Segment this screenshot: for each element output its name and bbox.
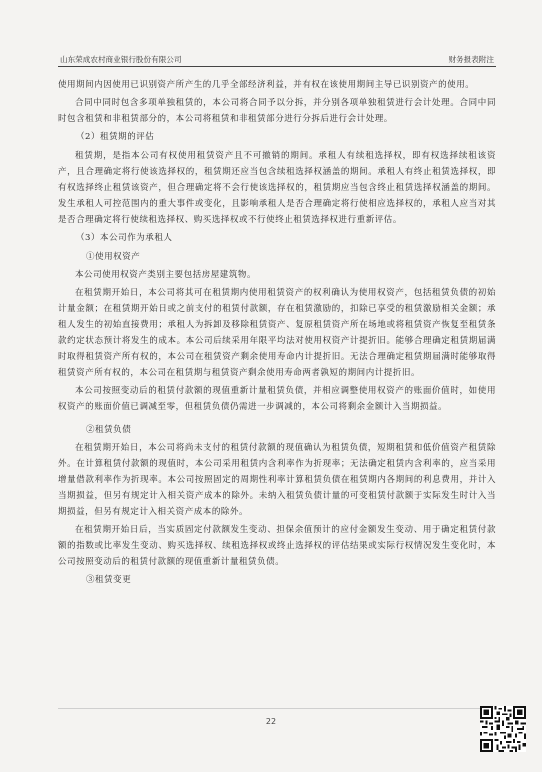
- section-heading: （2）租赁期的评估: [76, 132, 155, 142]
- qr-code-icon: [480, 706, 526, 752]
- subsection-heading: ③租赁变更: [86, 575, 132, 585]
- document-body: [58, 77, 496, 590]
- subsection-heading: ①使用权资产: [86, 252, 141, 262]
- subsection-heading: ②租赁负债: [86, 425, 132, 435]
- company-name: 山东荣成农村商业银行股份有限公司: [60, 55, 182, 64]
- section-heading: （3）本公司作为承租人: [76, 233, 173, 243]
- paragraph: 本公司使用权资产类别主要包括房屋建筑物。: [75, 270, 257, 280]
- paragraph: 在租赁期开始日后，当实质固定付款额发生变动、担保余值预计的应付金额发生变动、用于确定租赁付款额的指数或比率发生变动、购买选择权、续租选择权或终止选择权的评估结果或实际行权情况发生变化时，本公司按照变动后的租赁付款额的现值重新计量租赁负债。: [58, 525, 496, 567]
- paragraph: 本公司按照变动后的租赁付款额的现值重新计量租赁负债，并相应调整使用权资产的账面价值时，如使用权资产的账面价值已调减至零，但租赁负债仍需进一步调减的，本公司将剩余金额计入当期损益。: [58, 386, 496, 412]
- paragraph: 在租赁期开始日，本公司将尚未支付的租赁付款额的现值确认为租赁负债，短期租赁和低价值资产租赁除外。在计算租赁付款额的现值时，本公司采用租赁内含利率作为折现率；无法确定租赁内含利率的，应当采用增量借款利率作为折现率。本公司按照固定的周期性利率计算租赁负债在租赁期内各期间的利息费用，并计入当期损益，但另有规定计入相关资产成本的除外。未纳入租赁负债计量的可变租赁付款额于实际发生时计入当期损益，但另有规定计入相关资产成本的除外。: [58, 443, 496, 517]
- paragraph: 使用期间内因使用已识别资产所产生的几乎全部经济利益，并有权在该使用期间主导已识别资产的使用。: [58, 80, 475, 90]
- paragraph: 合同中同时包含多项单独租赁的，本公司将合同予以分拆，并分别各项单独租赁进行会计处理。合同中同时包含租赁和非租赁部分的，本公司将租赁和非租赁部分进行分拆后进行会计处理。: [58, 98, 496, 124]
- page-number: 22: [265, 717, 277, 726]
- paragraph: 租赁期，是指本公司有权使用租赁资产且不可撤销的期间。承租人有续租选择权，即有权选择续租该资产，且合理确定将行使该选择权的，租赁期还应当包含续租选择权涵盖的期间。承租人有终止租赁选择权，即有权选择终止租赁该资产，但合理确定将不会行使该选择权的，租赁期应当包含终止租赁选择权涵盖的期间。发生承租人可控范围内的重大事件或变化，且影响承租人是否合理确定将行使相应选择权的，承租人应当对其是否合理确定将行使续租选择权、购买选择权或不行使终止租赁选择权进行重新评估。: [58, 151, 496, 225]
- page-header: [58, 50, 496, 67]
- paragraph: 在租赁期开始日，本公司将其可在租赁期内使用租赁资产的权利确认为使用权资产，包括租赁负债的初始计量金额；在租赁期开始日或之前支付的租赁付款额，存在租赁激励的，扣除已享受的租赁激励相关金额；承租人发生的初始直接费用；承租人为拆卸及移除租赁资产、复原租赁资产所在场地或将租赁资产恢复至租赁条款约定状态预计将发生的成本。本公司后续采用年限平均法对使用权资产计提折旧。能够合理确定租赁期届满时取得租赁资产所有权的，本公司在租赁资产剩余使用寿命内计提折旧。无法合理确定租赁期届满时能够取得租赁资产所有权的，本公司在租赁期与租赁资产剩余使用寿命两者孰短的期间内计提折旧。: [58, 288, 496, 378]
- section-title: 财务报表附注: [448, 55, 494, 64]
- footer-divider: [58, 708, 496, 709]
